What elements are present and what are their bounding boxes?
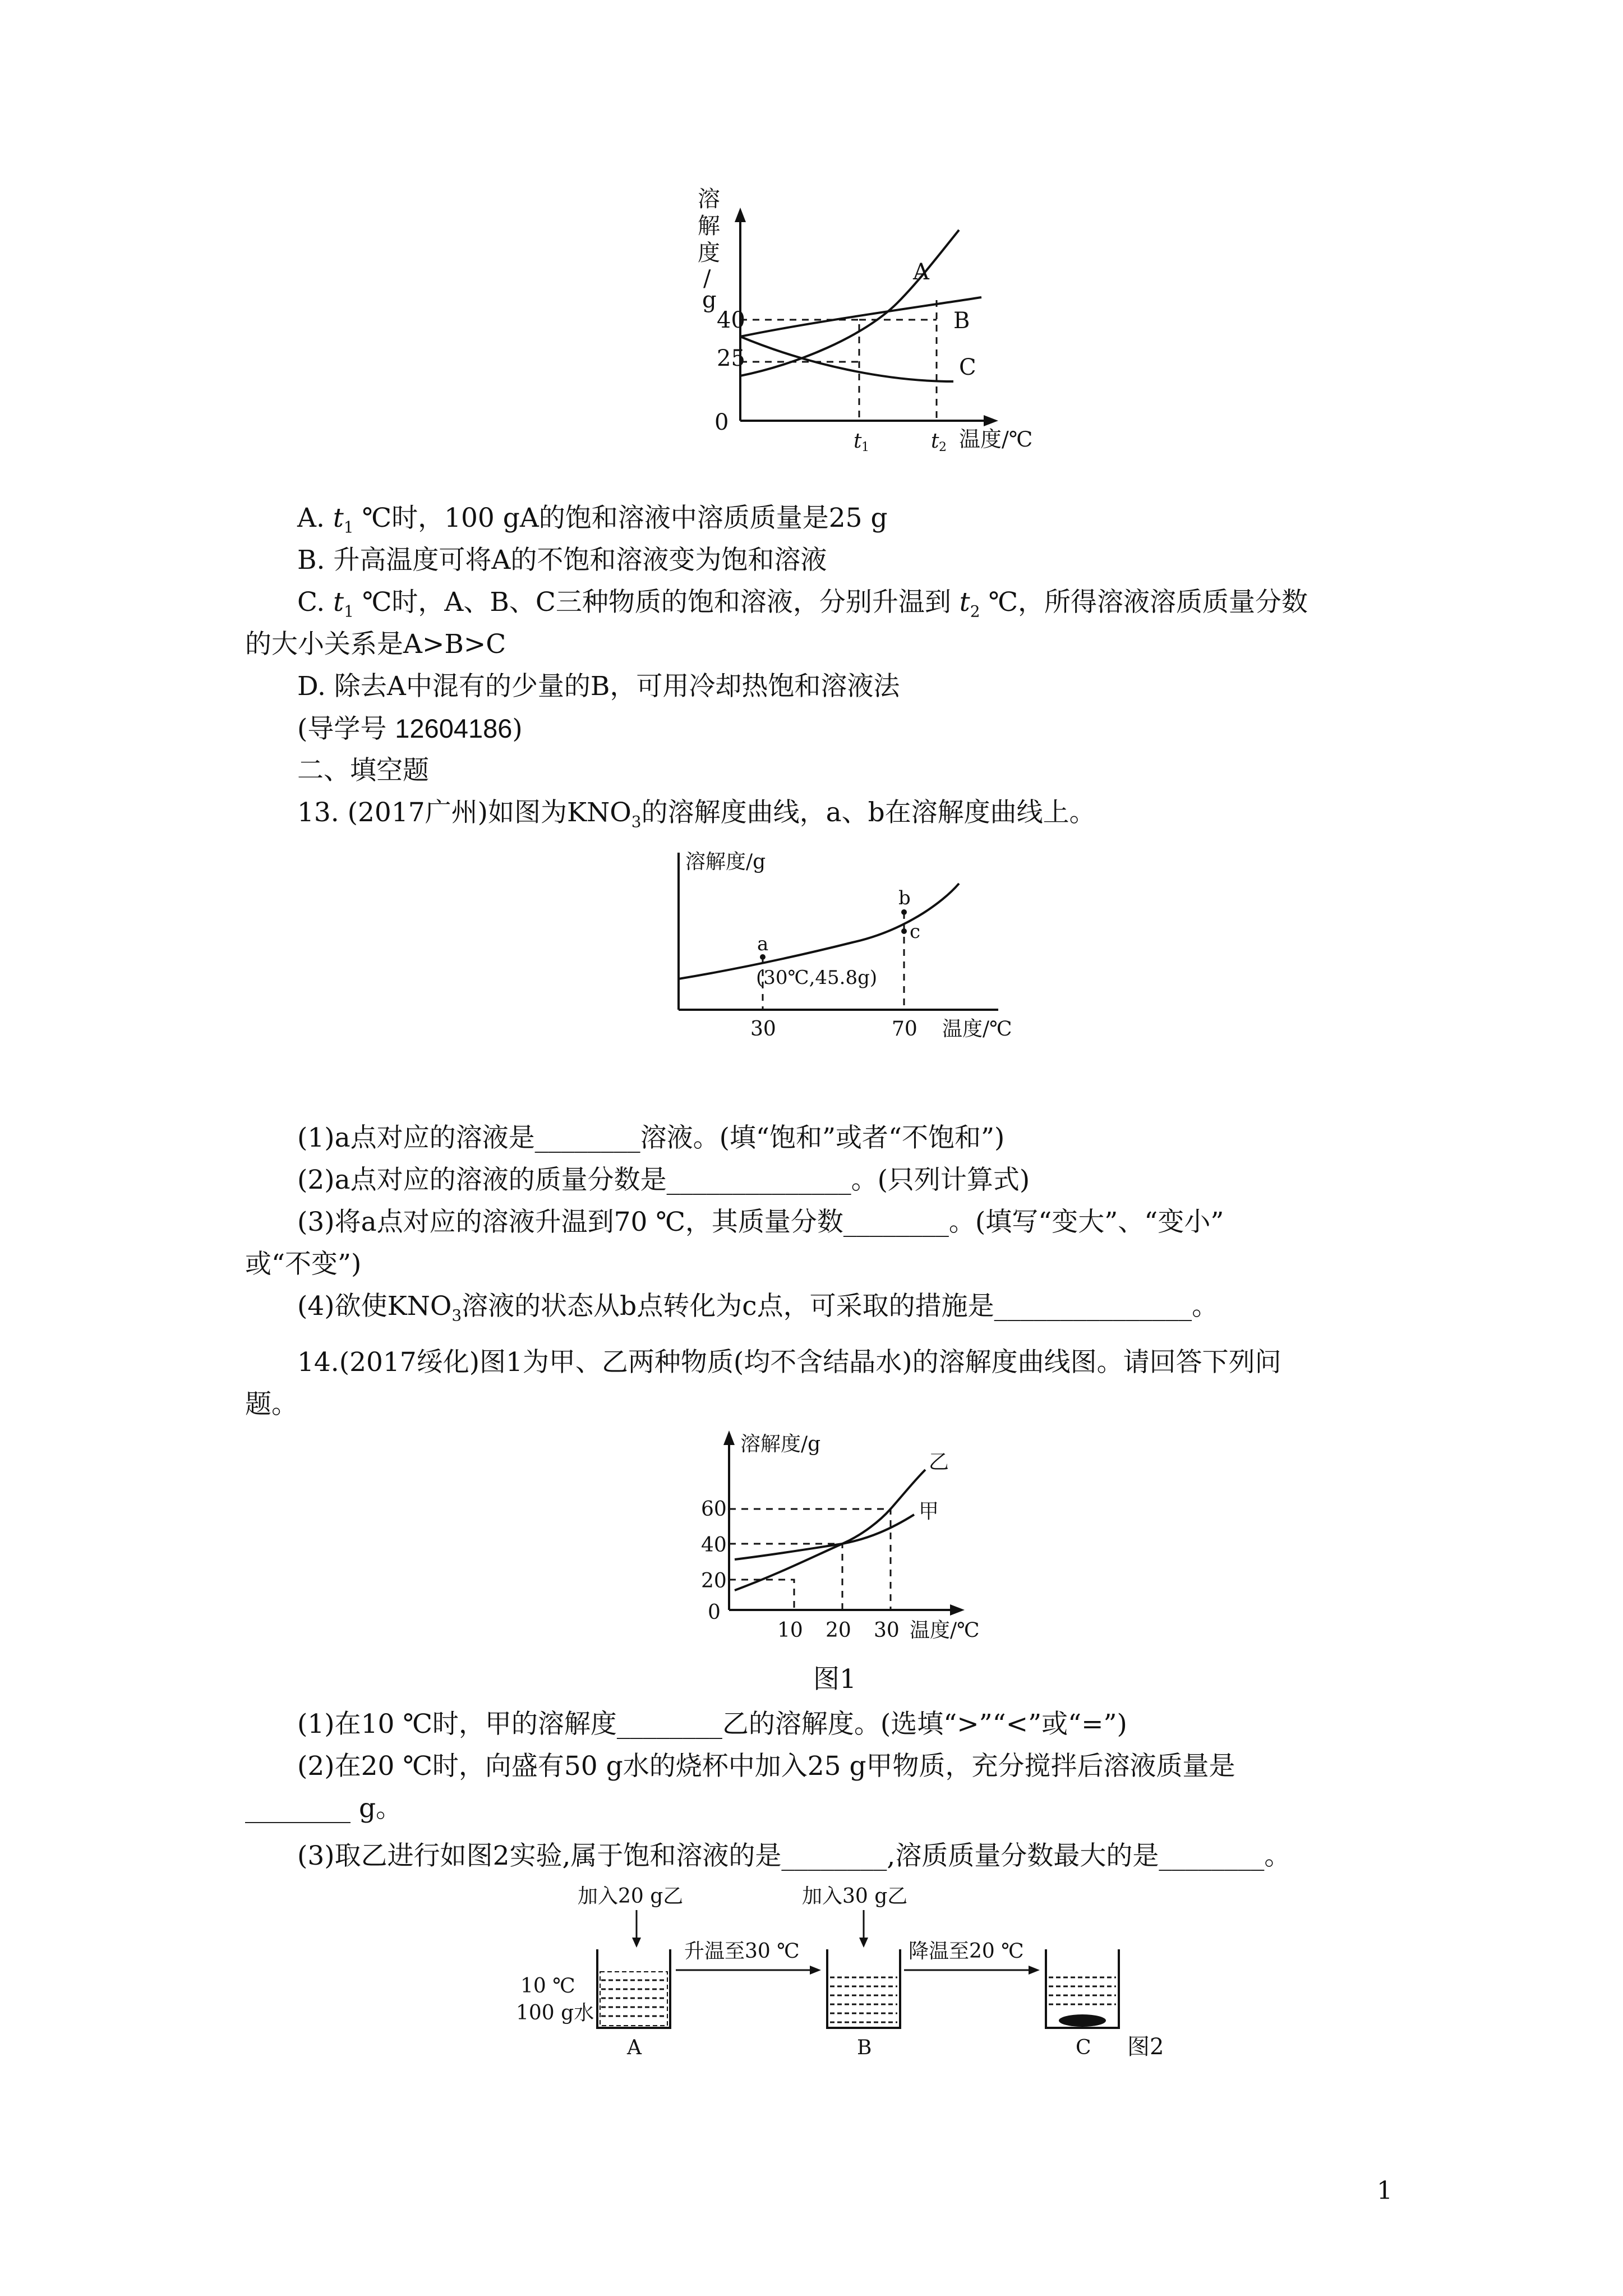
curve-label-a: A (913, 259, 929, 285)
guide-20 (729, 1580, 794, 1610)
option-a-prefix: A. (297, 503, 333, 533)
guide-label: (导学号 (297, 714, 395, 744)
beaker-c (1046, 1949, 1119, 2028)
y-tick-60: 60 (701, 1498, 727, 1521)
q14-stem-line2: 题。 (245, 1389, 298, 1420)
q13-part4-end: 溶液的状态从b点转化为c点，可采取的措施是_______________。 (462, 1291, 1219, 1322)
x-tick-t2: t (931, 430, 939, 453)
kno3-solubility-chart (662, 841, 1043, 1055)
var-t: t (333, 503, 344, 533)
figure2-caption: 图2 (1127, 2034, 1164, 2060)
curve-label-b: B (953, 308, 970, 334)
y-tick-25: 25 (717, 346, 745, 371)
x-axis-arrow (984, 415, 998, 426)
solubility-chart-abc (695, 185, 1033, 488)
curve-label-jia: 甲 (919, 1500, 939, 1523)
x-tick-t1-sub: 1 (861, 440, 869, 454)
add-arrow-head-2 (859, 1938, 868, 1948)
curve-a (740, 230, 959, 376)
y-tick-40: 40 (717, 307, 745, 333)
experiment-figure (505, 1879, 1189, 2081)
page-number: 1 (1377, 2177, 1393, 2205)
option-c (297, 589, 1308, 619)
y-label-char: 度 (698, 240, 720, 266)
curve-c (740, 337, 953, 381)
option-a (297, 505, 888, 535)
condition-temp: 10 ℃ (520, 1975, 575, 1998)
point-b (901, 909, 907, 915)
y-axis-label: 溶解度/g (685, 850, 766, 873)
point-a-label: a (757, 933, 769, 955)
y-axis-arrow (735, 208, 746, 222)
x-tick-t1: t (854, 430, 862, 453)
q14-part2-line2: ________ g。 (245, 1793, 403, 1824)
var-t: t (959, 587, 970, 618)
beaker-label-c: C (1076, 2036, 1091, 2059)
q13-part2: (2)a点对应的溶液的质量分数是______________。(只列计算式) (297, 1165, 1030, 1195)
point-b-label: b (898, 887, 911, 909)
step-label-2: 降温至20 ℃ (909, 1940, 1024, 1963)
q14-part3: (3)取乙进行如图2实验,属于饱和溶液的是________,溶质质量分数最大的是________。 (297, 1841, 1291, 1871)
option-c-text-end: ℃，所得溶液溶质质量分数 (980, 587, 1308, 618)
step-label-1: 升温至30 ℃ (684, 1940, 800, 1963)
q13-part3: (3)将a点对应的溶液升温到70 ℃，其质量分数________。(填写“变大”、“变小” (297, 1207, 1224, 1237)
add-arrow-head-1 (632, 1938, 641, 1948)
crystal-deposit (1059, 2014, 1106, 2027)
x-tick-70: 70 (892, 1018, 917, 1041)
q14-part1: (1)在10 ℃时，甲的溶解度________乙的溶解度。(选填“>”“<”或“=”) (297, 1709, 1127, 1740)
beaker-b (827, 1949, 900, 2028)
q13-part3-line2: 或“不变”) (245, 1249, 362, 1280)
add-label-1: 加入20 g乙 (578, 1885, 684, 1908)
y-axis-label: 溶解度/g (740, 1433, 821, 1456)
y-label-char: 溶 (698, 186, 720, 212)
guide-num: 12604186 (395, 714, 513, 743)
y-tick-20: 20 (701, 1570, 727, 1593)
option-b: B. 升高温度可将A的不饱和溶液变为饱和溶液 (297, 545, 827, 576)
y-tick-40: 40 (701, 1534, 727, 1557)
curve-label-c: C (959, 355, 976, 380)
x-tick-20: 20 (826, 1619, 851, 1642)
q13-stem-text: 13. (2017广州)如图为KNO (297, 797, 631, 828)
beaker-label-a: A (627, 2036, 642, 2059)
option-d: D. 除去A中混有的少量的B，可用冷却热饱和溶液法 (297, 671, 900, 702)
curve-yi (735, 1470, 925, 1590)
subscript: 1 (344, 602, 354, 621)
q14-part2: (2)在20 ℃时，向盛有50 g水的烧杯中加入25 g甲物质，充分搅拌后溶液质量是 (297, 1751, 1235, 1782)
option-c-line2: 的大小关系是A>B>C (245, 629, 506, 660)
step-arrow-head-1 (810, 1966, 821, 1975)
figure1-caption: 图1 (813, 1664, 856, 1695)
y-tick-0: 0 (708, 1601, 721, 1624)
add-label-2: 加入30 g乙 (802, 1885, 908, 1908)
q13-part1: (1)a点对应的溶液是________溶液。(填“饱和”或者“不饱和”) (297, 1122, 1005, 1153)
x-tick-10: 10 (777, 1619, 803, 1642)
q13-part4 (297, 1293, 1218, 1323)
x-axis-label: 温度/℃ (942, 1018, 1012, 1041)
option-c-prefix: C. (297, 587, 334, 618)
y-label-char: g (702, 287, 717, 313)
point-c-label: c (910, 921, 921, 943)
q14-stem: 14.(2017绥化)图1为甲、乙两种物质(均不含结晶水)的溶解度曲线图。请回答下列问 (297, 1347, 1281, 1378)
y-label-char: / (703, 266, 711, 292)
guide-40 (729, 1544, 842, 1610)
subscript: 3 (451, 1306, 462, 1325)
beaker-a (597, 1949, 670, 2028)
beaker-label-b: B (857, 2036, 872, 2059)
x-tick-t2-sub: 2 (939, 440, 947, 454)
subscript: 2 (970, 602, 980, 621)
q13-stem (297, 799, 1096, 830)
subscript: 1 (343, 518, 354, 537)
curve-label-yi: 乙 (929, 1451, 949, 1474)
x-axis-arrow (950, 1604, 965, 1616)
q13-part4-text: (4)欲使KNO (297, 1291, 452, 1322)
guide-t1-40 (740, 320, 859, 421)
section-title: 二、填空题 (297, 755, 429, 786)
point-c (901, 928, 907, 934)
q13-stem-end: 的溶解度曲线，a、b在溶解度曲线上。 (641, 797, 1096, 828)
var-t: t (333, 587, 344, 618)
option-a-text: ℃时，100 gA的饱和溶液中溶质质量是25 g (353, 503, 888, 533)
y-label-char: 解 (698, 213, 720, 239)
step-arrow-head-2 (1029, 1966, 1040, 1975)
guide-end: ) (512, 714, 523, 744)
point-a-annotation: (30℃,45.8g) (756, 967, 878, 989)
condition-water: 100 g水 (516, 2001, 594, 2024)
y-axis-arrow (723, 1430, 735, 1445)
jia-yi-solubility-chart (679, 1425, 993, 1660)
y-tick-0: 0 (714, 409, 729, 435)
x-tick-30: 30 (750, 1018, 776, 1041)
y-axis-label (698, 186, 720, 313)
guide-number (297, 715, 523, 742)
x-axis-label: 温度/℃ (959, 427, 1033, 452)
option-c-text: ℃时，A、B、C三种物质的饱和溶液，分别升温到 (353, 587, 960, 618)
x-axis-label: 温度/℃ (910, 1619, 980, 1642)
subscript: 3 (631, 812, 642, 831)
x-tick-30: 30 (874, 1619, 900, 1642)
